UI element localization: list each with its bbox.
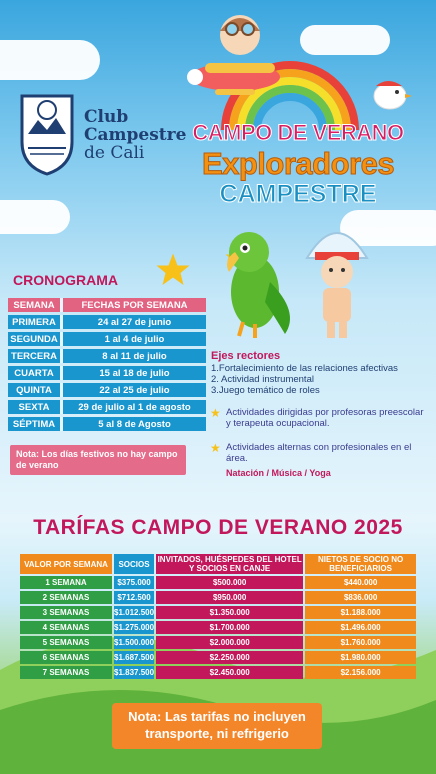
cronograma-table bbox=[8, 295, 206, 434]
invitados-cell: $2.450.000 bbox=[156, 666, 303, 679]
nietos-cell: $1.188.000 bbox=[305, 606, 416, 619]
nietos-cell: $1.760.000 bbox=[305, 636, 416, 649]
tarifas-header-row bbox=[20, 554, 416, 574]
table-row bbox=[8, 349, 206, 363]
nietos-cell: $836.000 bbox=[305, 591, 416, 604]
fechas-cell: 1 al 4 de julio bbox=[60, 332, 206, 346]
semana-cell: CUARTA bbox=[8, 366, 60, 380]
invitados-cell: $950.000 bbox=[156, 591, 303, 604]
parrot-illustration bbox=[215, 222, 305, 342]
activity-item: Actividades alternas con profesionales en el área. bbox=[226, 442, 412, 464]
table-row bbox=[8, 366, 206, 380]
airplane-child-illustration bbox=[185, 5, 295, 105]
table-row bbox=[20, 591, 416, 604]
tarifas-note: Nota: Las tarifas no incluyen transporte, ni refrigerio bbox=[112, 703, 322, 749]
table-row bbox=[20, 606, 416, 619]
fechas-cell: 8 al 11 de julio bbox=[60, 349, 206, 363]
club-name-line1: Club bbox=[84, 107, 129, 127]
semanas-cell: 7 SEMANAS bbox=[20, 666, 112, 679]
fechas-cell: 24 al 27 de junio bbox=[60, 315, 206, 329]
bird-illustration bbox=[372, 78, 412, 112]
activity-extra: Natación / Música / Yoga bbox=[226, 468, 331, 478]
semanas-cell: 1 SEMANA bbox=[20, 576, 112, 589]
semanas-cell: 2 SEMANAS bbox=[20, 591, 112, 604]
cronograma-header-fechas: FECHAS POR SEMANA bbox=[60, 298, 206, 312]
ejes-item: 3.Juego temático de roles bbox=[211, 385, 320, 396]
tarifas-header-socios: SOCIOS bbox=[114, 554, 154, 574]
socios-cell: $375.000 bbox=[114, 576, 154, 589]
tarifas-header-nietos: NIETOS DE SOCIO NO BENEFICIARIOS bbox=[305, 554, 416, 574]
invitados-cell: $1.350.000 bbox=[156, 606, 303, 619]
nietos-cell: $440.000 bbox=[305, 576, 416, 589]
socios-cell: $712.500 bbox=[114, 591, 154, 604]
semanas-cell: 4 SEMANAS bbox=[20, 621, 112, 634]
table-row bbox=[8, 400, 206, 414]
invitados-cell: $2.250.000 bbox=[156, 651, 303, 664]
semana-cell: QUINTA bbox=[8, 383, 60, 397]
socios-cell: $1.012.500 bbox=[114, 608, 155, 617]
semana-cell: SÉPTIMA bbox=[8, 417, 60, 431]
fechas-cell: 5 al 8 de Agosto bbox=[60, 417, 206, 431]
club-name-line3: de Cali bbox=[84, 143, 145, 163]
tarifas-header-valor: VALOR POR SEMANA bbox=[20, 554, 112, 574]
semana-cell: TERCERA bbox=[8, 349, 60, 363]
invitados-cell: $1.700.000 bbox=[156, 621, 303, 634]
cronograma-header-semana: SEMANA bbox=[8, 298, 60, 312]
table-row bbox=[8, 417, 206, 431]
cronograma-header-row bbox=[8, 298, 206, 312]
table-row bbox=[8, 383, 206, 397]
invitados-cell: $500.000 bbox=[156, 576, 303, 589]
star-bullet-icon: ★ bbox=[210, 441, 221, 455]
star-icon bbox=[155, 252, 191, 288]
cronograma-title: CRONOGRAMA bbox=[13, 272, 118, 288]
activity-item: Actividades dirigidas por profesoras preescolar y terapeuta ocupacional. bbox=[226, 407, 424, 429]
nietos-cell: $2.156.000 bbox=[305, 666, 416, 679]
child-headdress-illustration bbox=[303, 218, 371, 342]
table-row bbox=[8, 332, 206, 346]
semanas-cell: 5 SEMANAS bbox=[20, 636, 112, 649]
cloud-decoration bbox=[0, 40, 100, 80]
semana-cell: PRIMERA bbox=[8, 315, 60, 329]
ejes-title: Ejes rectores bbox=[211, 350, 281, 362]
title-line3: CAMPESTRE bbox=[219, 180, 377, 208]
tarifas-table bbox=[18, 552, 418, 681]
socios-cell: $1.275.000 bbox=[114, 623, 155, 632]
socios-cell: $1.837.500 bbox=[114, 668, 155, 677]
title-line2: Exploradores bbox=[201, 146, 395, 181]
ejes-item: 1.Fortalecimiento de las relaciones afectivas bbox=[211, 363, 398, 374]
socios-cell: $1.687.500 bbox=[114, 653, 155, 662]
cronograma-note: Nota: Los días festivos no hay campo de verano bbox=[10, 445, 186, 475]
invitados-cell: $2.000.000 bbox=[156, 636, 303, 649]
club-name-line2: Campestre bbox=[84, 125, 187, 145]
title-line1: CAMPO DE VERANO bbox=[192, 120, 404, 145]
semana-cell: SEXTA bbox=[8, 400, 60, 414]
fechas-cell: 22 al 25 de julio bbox=[60, 383, 206, 397]
star-bullet-icon: ★ bbox=[210, 406, 221, 420]
table-row bbox=[20, 621, 416, 634]
socios-cell: $1.500.000 bbox=[114, 638, 155, 647]
table-row bbox=[20, 636, 416, 649]
semanas-cell: 3 SEMANAS bbox=[20, 606, 112, 619]
semana-cell: SEGUNDA bbox=[8, 332, 60, 346]
table-row bbox=[20, 651, 416, 664]
ejes-item: 2. Actividad instrumental bbox=[211, 374, 314, 385]
nietos-cell: $1.496.000 bbox=[305, 621, 416, 634]
tarifas-header-invitados: INVITADOS, HUÉSPEDES DEL HOTEL Y SOCIOS EN CANJE bbox=[157, 555, 302, 573]
table-row bbox=[8, 315, 206, 329]
semanas-cell: 6 SEMANAS bbox=[20, 651, 112, 664]
tarifas-title: TARÍFAS CAMPO DE VERANO 2025 bbox=[33, 516, 403, 539]
club-logo bbox=[18, 90, 76, 176]
nietos-cell: $1.980.000 bbox=[305, 651, 416, 664]
fechas-cell: 15 al 18 de julio bbox=[60, 366, 206, 380]
table-row bbox=[20, 666, 416, 679]
cloud-decoration bbox=[0, 200, 70, 234]
club-name bbox=[84, 108, 186, 162]
fechas-cell: 29 de julio al 1 de agosto bbox=[60, 400, 206, 414]
table-row bbox=[20, 576, 416, 589]
